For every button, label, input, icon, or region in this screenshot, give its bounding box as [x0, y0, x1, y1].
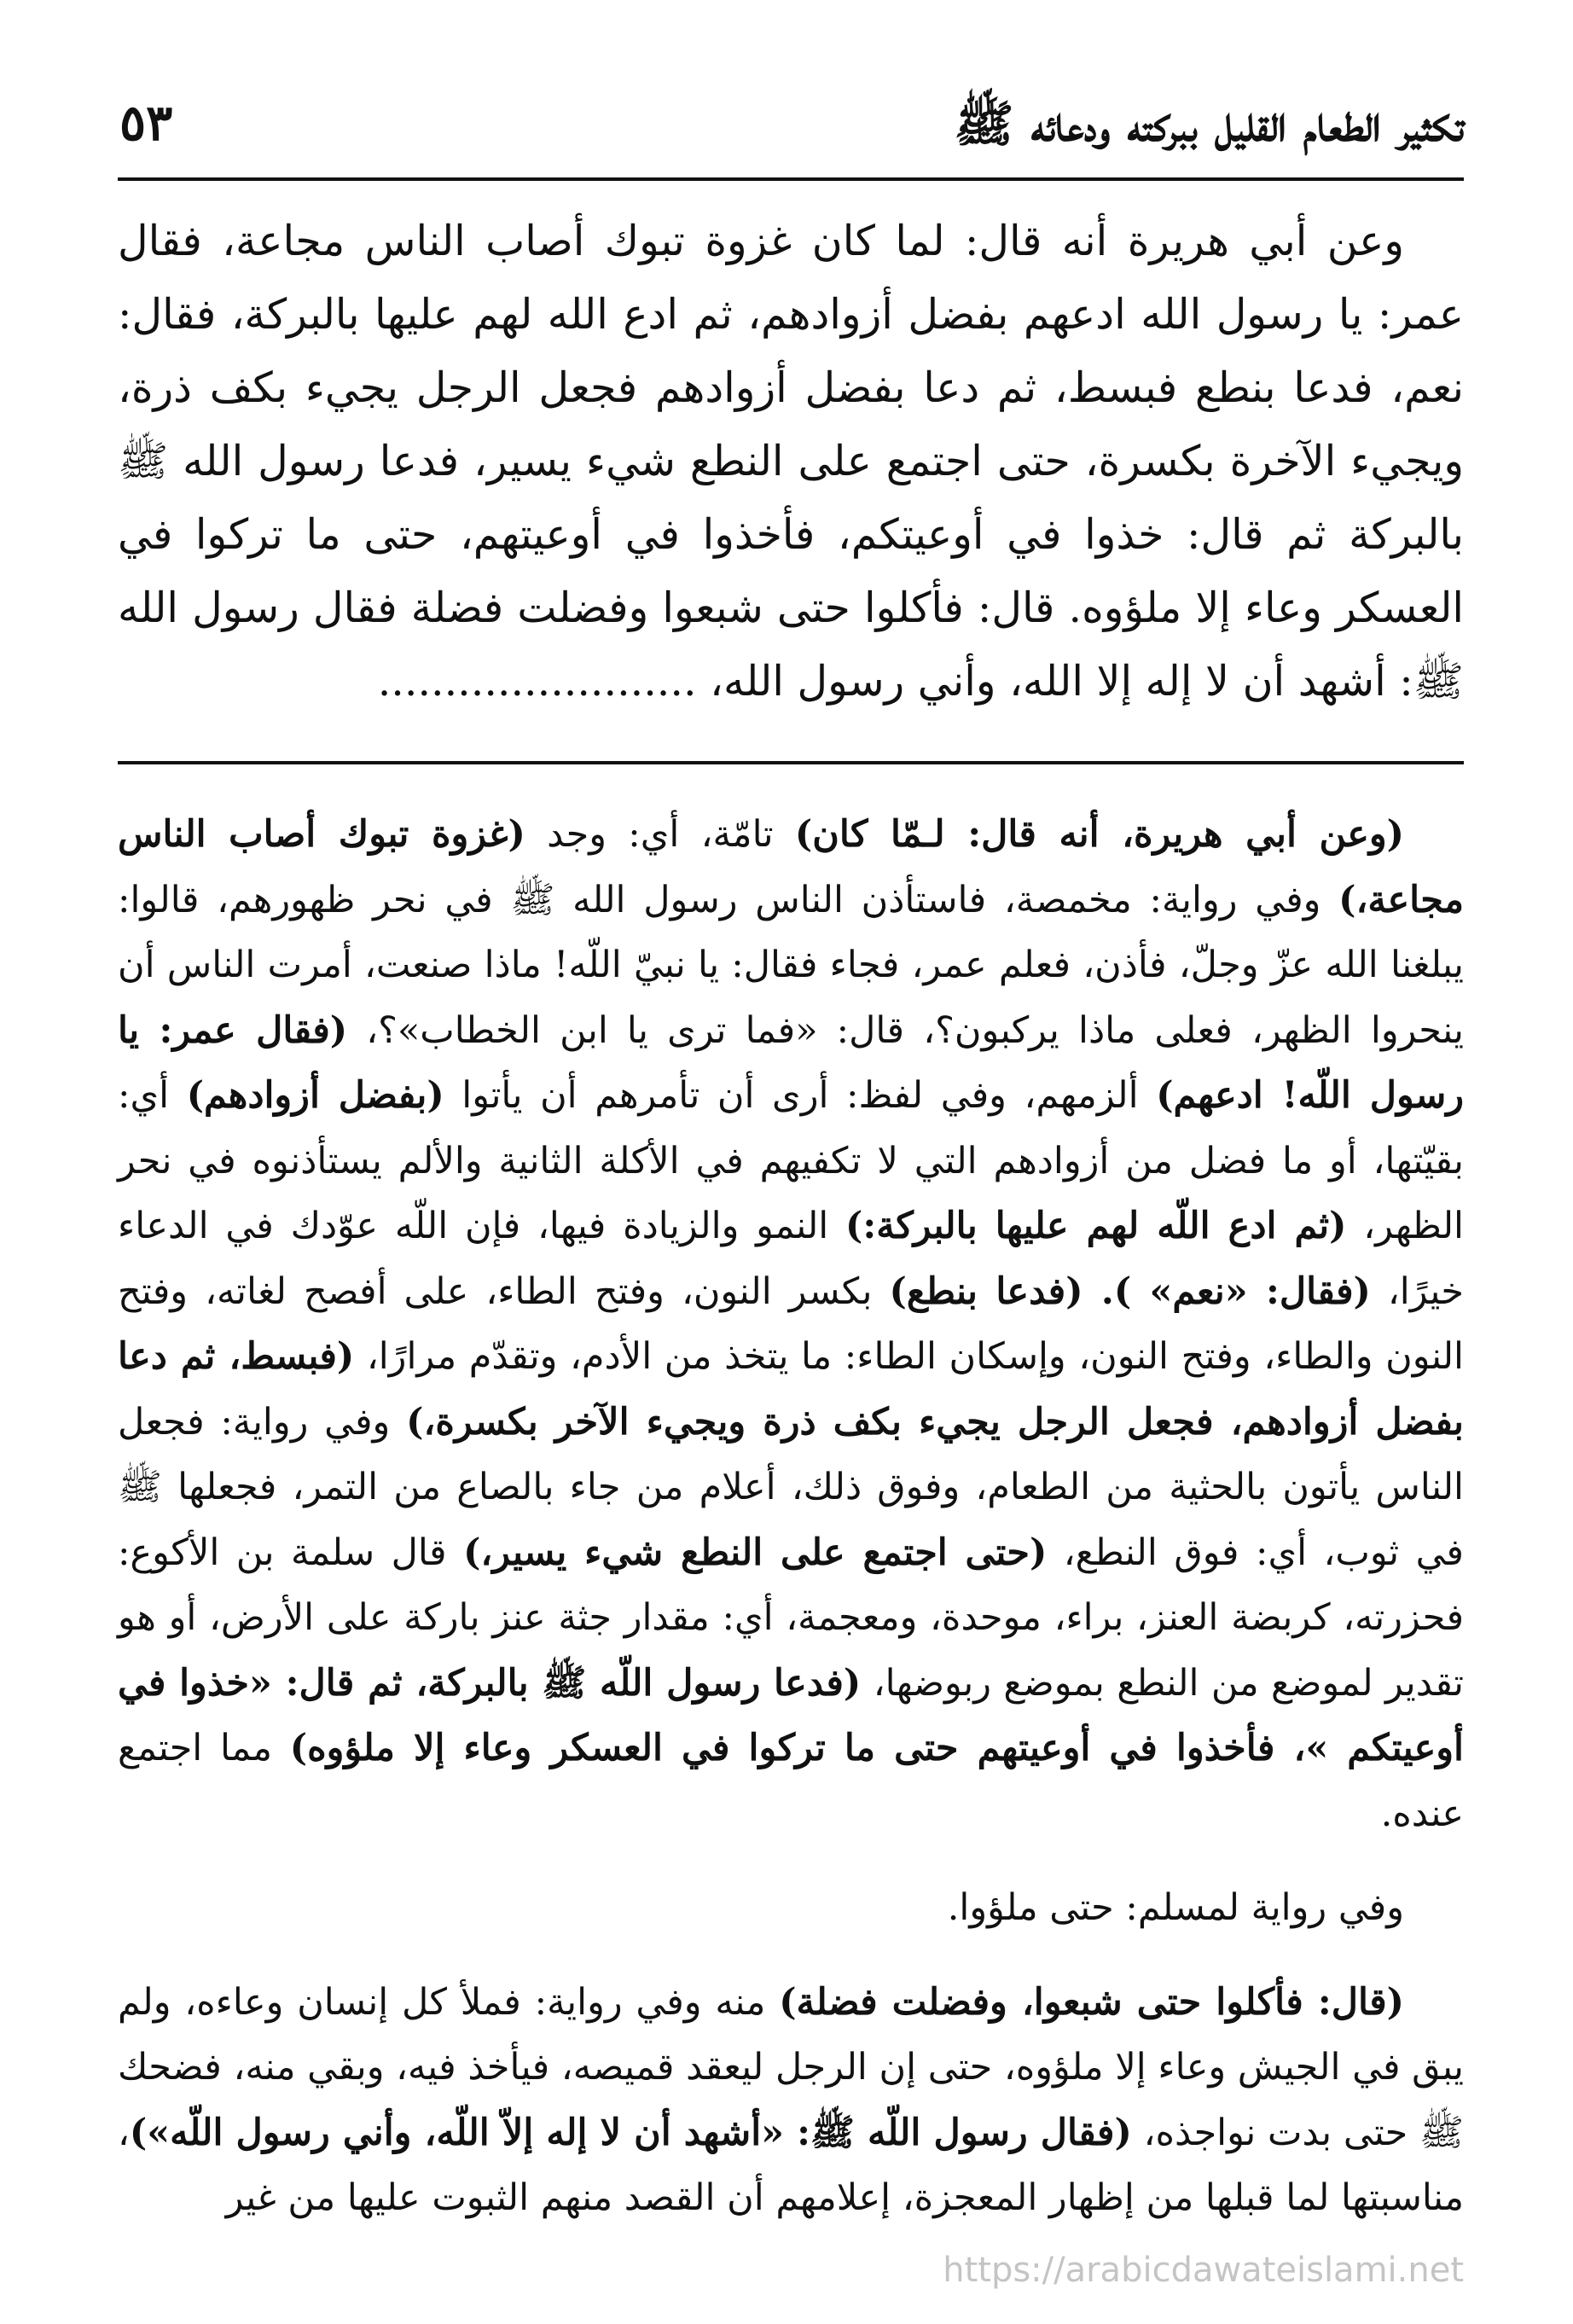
hadith-quote-segment: (ثم ادع اللّه لهم عليها بالبركة:) [845, 1205, 1347, 1247]
commentary-segment: قال سلمة بن الأكوع: فحزرته، كربضة العنز، براء، موحدة، ومعجمة، أي: مقدار جثة عنز باركة على الأرض، أو هو تقدير لموضع من النطع بموضع ربوضها، [118, 1531, 1465, 1705]
hadith-paragraph [118, 205, 1464, 718]
hadith-quote-segment: (حتى اجتمع على النطع شيء يسير،) [463, 1531, 1048, 1574]
commentary-segment: وفي رواية: مخمصة، فاستأذن الناس رسول الله ﷺ في نحر ظهورهم، قالوا: يبلغنا الله عزّ وجلّ، فأذن، فعلم عمر، فجاء فقال: يا نبيّ اللّه! ماذا صنعت، أمرت الناس أن ينحروا الظهر، فعلى ماذا يركبون؟، قال: «فما ترى يا ابن الخطاب»؟، [118, 878, 1465, 1052]
commentary-segment: أي: بقيّتها، أو ما فضل من أزوادهم التي لا تكفيهم في الأكلة الثانية والألم يستأذنوه في نحر الظهر، [118, 1074, 1465, 1247]
ellipsis-dots: ........................ [377, 657, 697, 706]
commentary-segment: مما اجتمع عنده. [118, 1727, 1464, 1835]
commentary-segment: ، مناسبتها لما قبلها من إظهار المعجزة، إعلامهم أن القصد منهم الثبوت عليها من غير [118, 2111, 1464, 2219]
commentary-segment: ألزمهم، وفي لفظ: أرى أن تأمرهم أن يأتوا [444, 1074, 1157, 1117]
hadith-quote-segment: (فبسط، ثم دعا بفضل أزوادهم، فجعل الرجل يجيء بكف ذرة ويجيء الآخر بكسرة،) [118, 1335, 1465, 1444]
hadith-quote-segment: (فدعا رسول اللّه ﷺ بالبركة، ثم قال: «خذوا في أوعيتكم »، فأخذوا في أوعيتهم حتى ما تركوا في العسكر وعاء إلا ملؤوه) [118, 1661, 1464, 1769]
watermark-url: https://arabicdawateislami.net [943, 2251, 1464, 2290]
hadith-quote-segment: (بفضل أزوادهم) [186, 1074, 444, 1117]
hadith-text [118, 205, 1464, 718]
page-header [109, 78, 1464, 172]
hadith-quote-segment: (قال: فأكلوا حتى شبعوا، وفضلت فضلة) [779, 1980, 1404, 2024]
hadith-quote-segment: (وعن أبي هريرة، أنه قال: لـمّا كان) [794, 813, 1404, 856]
hadith-quote-segment: (غزوة تبوك أصاب الناس مجاعة،) [118, 813, 1464, 921]
commentary-segment: منه وفي رواية: فملأ كل إنسان وعاءه، ولم يبق في الجيش وعاء إلا ملؤوه، حتى إن الرجل ليعقد قميصه، فيأخذ فيه، وبقي منه، فضحك ﷺ حتى بدت نواجذه، [118, 1980, 1464, 2154]
commentary-paragraph-1 [118, 802, 1464, 1846]
commentary-segment: تامّة، أي: وجد [525, 813, 795, 856]
hadith-body: وعن أبي هريرة أنه قال: لما كان غزوة تبوك أصاب الناس مجاعة، فقال عمر: يا رسول الله ادعهم بفضل أزوادهم، ثم ادع الله لهم عليها بالبركة، فقال: نعم، فدعا بنطع فبسط، ثم دعا بفضل أزوادهم فجعل الرجل يجيء بكف ذرة، ويجيء الآخرة بكسرة، حتى اجتمع على النطع شيء يسير، فدعا رسول الله ﷺ بالبركة ثم قال: خذوا في أوعيتكم، فأخذوا في أوعيتهم، حتى ما تركوا في العسكر وعاء إلا ملؤوه. قال: فأكلوا حتى شبعوا وفضلت فضلة فقال رسول الله ﷺ: أشهد أن لا إله إلا الله، وأني رسول الله، [118, 217, 1464, 706]
commentary-segment: بكسر النون، وفتح الطاء، على أفصح لغاته، وفتح النون والطاء، وفتح النون، وإسكان الطاء: ما يتخذ من الأدم، وتقدّم مرارًا، [118, 1269, 1464, 1378]
running-title: تكثير الطعام القليل ببركته ودعائه ﷺ [954, 95, 1464, 153]
commentary-paragraph-2: وفي رواية لمسلم: حتى ملؤوا. [947, 1886, 1404, 1929]
section-divider [118, 761, 1464, 764]
hadith-quote-segment: (فقال: «نعم» ). (فدعا بنطع) [889, 1269, 1371, 1313]
commentary-paragraph-3 [118, 1970, 1464, 2231]
commentary-segment: النمو والزيادة فيها، فإن اللّه عوّدك في الدعاء خيرًا، [118, 1205, 1464, 1313]
commentary [118, 802, 1464, 2231]
header-rule [118, 177, 1464, 181]
page-number: ٥٣ [119, 94, 173, 152]
commentary-segment: وفي رواية: فجعل الناس يأتون بالحثية من الطعام، وفوق ذلك، أعلام من جاء بالصاع من التمر، فجعلها ﷺ في ثوب، أي: فوق النطع، [118, 1400, 1464, 1574]
hadith-quote-segment: (فقال عمر: يا رسول اللّه! ادعهم) [118, 1008, 1464, 1117]
hadith-quote-segment: (فقال رسول اللّه ﷺ: «أشهد أن لا إله إلاّ اللّه، وأني رسول اللّه») [129, 2111, 1132, 2154]
